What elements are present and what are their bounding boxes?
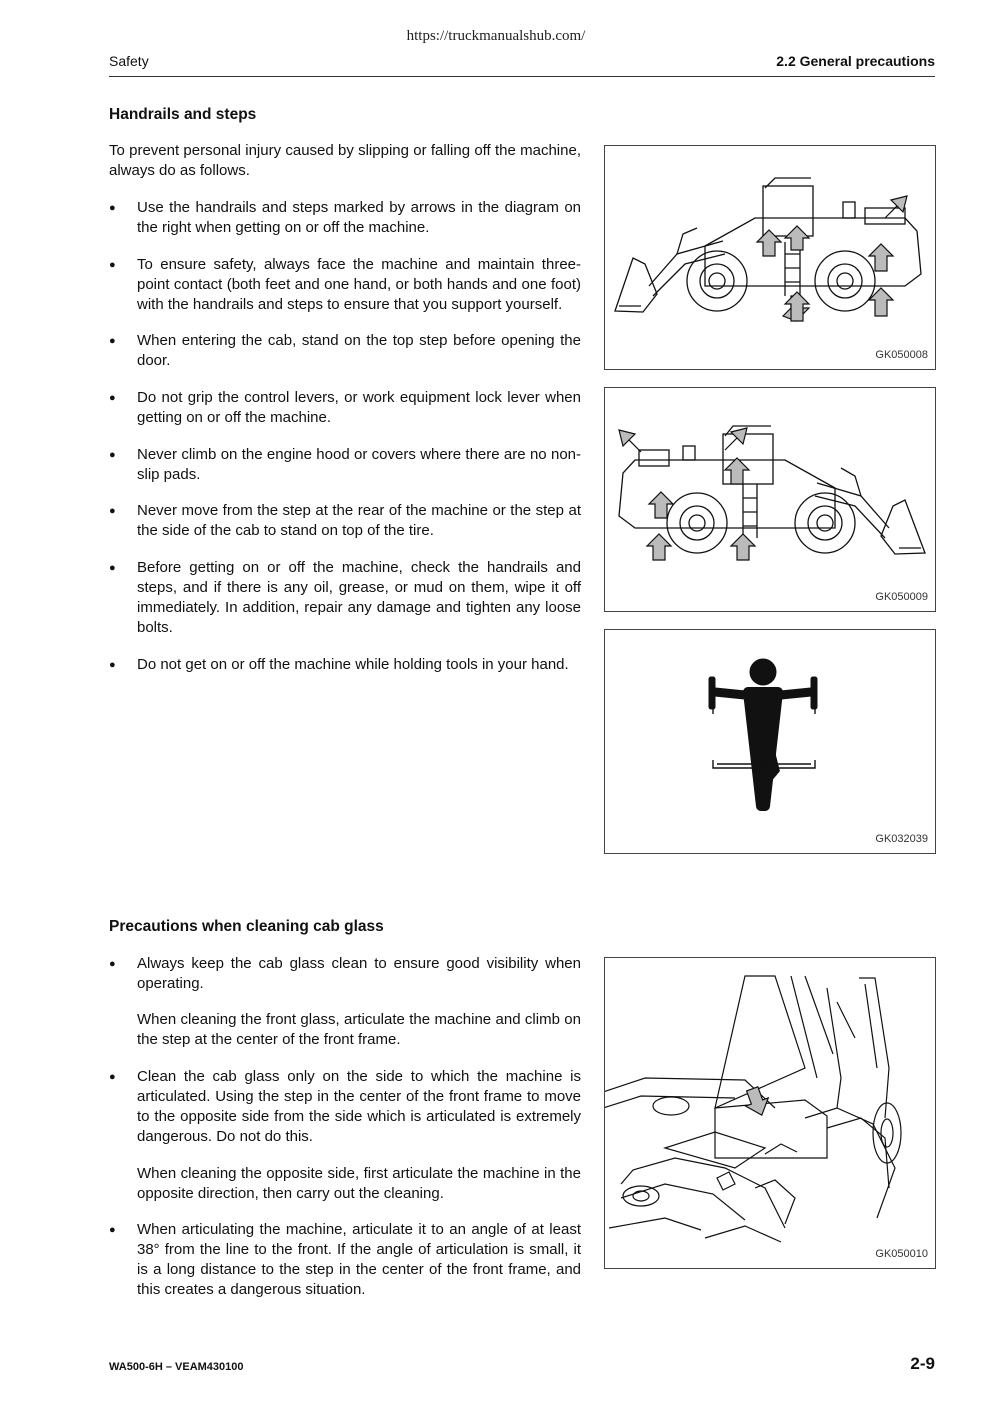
cab-glass-text-column [109,954,581,1300]
cab-glass-note: When cleaning the front glass, articulate the machine and climb on the step at the center of the front frame. [137,1011,581,1048]
figure-front-frame-step [604,957,936,1269]
figure-loader-left-side [604,145,936,370]
section-title-cab-glass: Precautions when cleaning cab glass [109,918,384,935]
list-item: ● When articulating the machine, articulate it to an angle of at least 38° from the line to the front. If the angle of articulation is small, it is a long distance to the step in the center of the front frame, and this creates a dangerous situation. [109,1220,581,1300]
list-item: ● Do not grip the control levers, or work equipment lock lever when getting on or off the machine. [109,388,581,428]
header-section-label: Safety [109,53,149,69]
page-number: 2-9 [910,1354,935,1373]
wheel-loader-illustration [605,388,935,611]
front-frame-illustration [605,958,935,1268]
cab-glass-bullet-list [109,954,581,994]
list-item: ● Clean the cab glass only on the side to which the machine is articulated. Using the step in the center of the front frame to move to the opposite side from the side which is articulated is extremely dangerous. Do not do this. [109,1067,581,1147]
figure-code: GK050010 [875,1248,928,1260]
list-item: ● To ensure safety, always face the machine and maintain three-point contact (both feet and one hand, or both hands and one foot) with the handrails and steps to ensure that you support yourself. [109,255,581,315]
cab-glass-bullet-list [109,1067,581,1147]
figure-code: GK050008 [875,349,928,361]
source-url[interactable]: https://truckmanualshub.com/ [406,28,586,44]
section-title-handrails: Handrails and steps [109,106,257,123]
handrails-bullet-list [109,198,581,675]
header-chapter-title: 2.2 General precautions [776,53,935,69]
wheel-loader-illustration [605,146,935,369]
list-item: ● Never move from the step at the rear of the machine or the step at the side of the cab to stand on top of the tire. [109,501,581,541]
cab-glass-bullet-list [109,1220,581,1300]
handrails-intro: To prevent personal injury caused by slipping or falling off the machine, always do as follows. [109,142,581,179]
list-item: ● Do not get on or off the machine while holding tools in your hand. [109,655,581,675]
figure-code: GK032039 [875,833,928,845]
figure-loader-right-side [604,387,936,612]
cab-glass-note: When cleaning the opposite side, first articulate the machine in the opposite direction, then carry out the cleaning. [137,1165,581,1202]
list-item: ● Always keep the cab glass clean to ensure good visibility when operating. [109,954,581,994]
handrails-text-column [109,141,581,675]
header-divider [109,76,935,77]
list-item: ● When entering the cab, stand on the top step before opening the door. [109,331,581,371]
climbing-person-pictogram [605,630,935,853]
figure-three-point-contact [604,629,936,854]
list-item: ● Use the handrails and steps marked by arrows in the diagram on the right when getting on or off the machine. [109,198,581,238]
list-item: ● Never climb on the engine hood or covers where there are no non-slip pads. [109,445,581,485]
list-item: ● Before getting on or off the machine, check the handrails and steps, and if there is any oil, grease, or mud on them, wipe it off immediately. In addition, repair any damage and tighten any loose bolts. [109,558,581,638]
footer-model-code: WA500-6H – VEAM430100 [109,1361,244,1373]
figure-code: GK050009 [875,591,928,603]
